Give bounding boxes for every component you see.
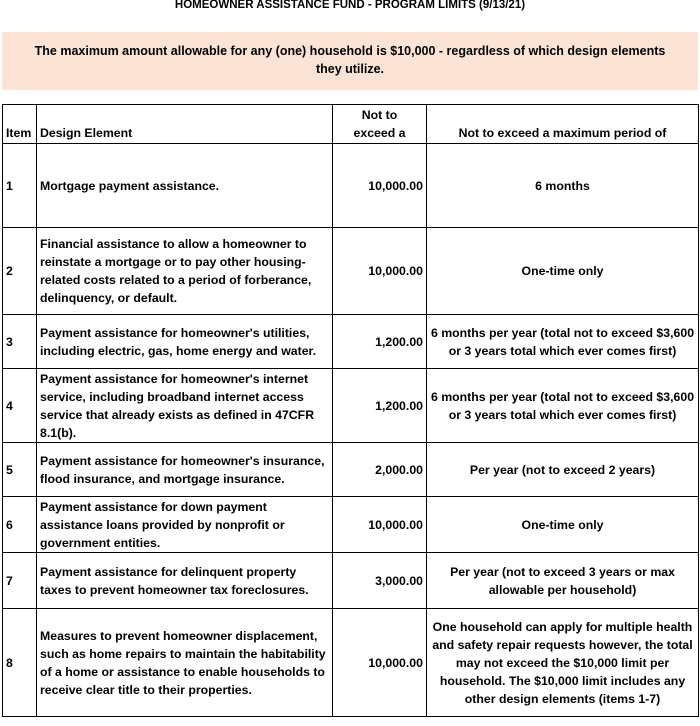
row-item-number: 1 bbox=[3, 144, 37, 228]
header-design-element: Design Element bbox=[37, 105, 333, 144]
header-item: Item bbox=[3, 105, 37, 144]
row-period: One-time only bbox=[427, 497, 699, 553]
row-item-number: 6 bbox=[3, 497, 37, 553]
header-amount-line1: Not to bbox=[361, 108, 398, 122]
header-not-to-exceed-amount bbox=[333, 105, 427, 144]
row-amount: 10,000.00 bbox=[333, 497, 427, 553]
row-amount: 10,000.00 bbox=[333, 144, 427, 228]
table-row bbox=[3, 497, 699, 553]
row-design-element: Payment assistance for homeowner's internet service, including broadband internet access service that already exists as defined in 47CFR 8.1(b). bbox=[37, 369, 333, 443]
row-design-element: Payment assistance for homeowner's utilities, including electric, gas, home energy and water. bbox=[37, 315, 333, 369]
row-design-element: Payment assistance for down payment assistance loans provided by nonprofit or government entities. bbox=[37, 497, 333, 553]
header-amount-line2: exceed a bbox=[353, 126, 406, 140]
row-item-number: 7 bbox=[3, 553, 37, 609]
row-design-element: Payment assistance for delinquent property taxes to prevent homeowner tax foreclosures. bbox=[37, 553, 333, 609]
row-item-number: 2 bbox=[3, 228, 37, 315]
row-period: One-time only bbox=[427, 228, 699, 315]
table-row bbox=[3, 369, 699, 443]
row-item-number: 3 bbox=[3, 315, 37, 369]
row-item-number: 4 bbox=[3, 369, 37, 443]
row-amount: 1,200.00 bbox=[333, 369, 427, 443]
row-design-element: Financial assistance to allow a homeowner to reinstate a mortgage or to pay other housing-related costs related to a period of forberance, delinquency, or default. bbox=[37, 228, 333, 315]
row-amount: 2,000.00 bbox=[333, 443, 427, 497]
row-amount: 1,200.00 bbox=[333, 315, 427, 369]
row-period: Per year (not to exceed 2 years) bbox=[427, 443, 699, 497]
table-row bbox=[3, 553, 699, 609]
row-design-element: Payment assistance for homeowner's insurance, flood insurance, and mortgage insurance. bbox=[37, 443, 333, 497]
row-period: 6 months per year (total not to exceed $3,600 or 3 years total which ever comes first) bbox=[427, 369, 699, 443]
row-item-number: 5 bbox=[3, 443, 37, 497]
row-period: One household can apply for multiple health and safety repair requests however, the total may not exceed the $10,000 limit per household. The $10,000 limit includes any other design elements (items 1-7) bbox=[427, 609, 699, 717]
row-period: 6 months per year (total not to exceed $3,600 or 3 years total which ever comes first) bbox=[427, 315, 699, 369]
table-row bbox=[3, 315, 699, 369]
page-title: HOMEOWNER ASSISTANCE FUND - PROGRAM LIMITS (9/13/21) bbox=[174, 0, 526, 11]
row-design-element: Measures to prevent homeowner displacement, such as home repairs to maintain the habitability of a home or assistance to enable households to receive clear title to their properties. bbox=[37, 609, 333, 717]
row-item-number: 8 bbox=[3, 609, 37, 717]
household-maximum-notice: The maximum amount allowable for any (one) household is $10,000 - regardless of which design elements they utilize. bbox=[2, 32, 698, 90]
table-row bbox=[3, 228, 699, 315]
row-period: Per year (not to exceed 3 years or max allowable per household) bbox=[427, 553, 699, 609]
table-row bbox=[3, 144, 699, 228]
table-header-row bbox=[3, 105, 699, 144]
row-amount: 3,000.00 bbox=[333, 553, 427, 609]
row-period: 6 months bbox=[427, 144, 699, 228]
row-amount: 10,000.00 bbox=[333, 228, 427, 315]
row-amount: 10,000.00 bbox=[333, 609, 427, 717]
program-limits-table bbox=[2, 104, 699, 717]
table-row bbox=[3, 443, 699, 497]
row-design-element: Mortgage payment assistance. bbox=[37, 144, 333, 228]
header-maximum-period: Not to exceed a maximum period of bbox=[427, 105, 699, 144]
table-row bbox=[3, 609, 699, 717]
